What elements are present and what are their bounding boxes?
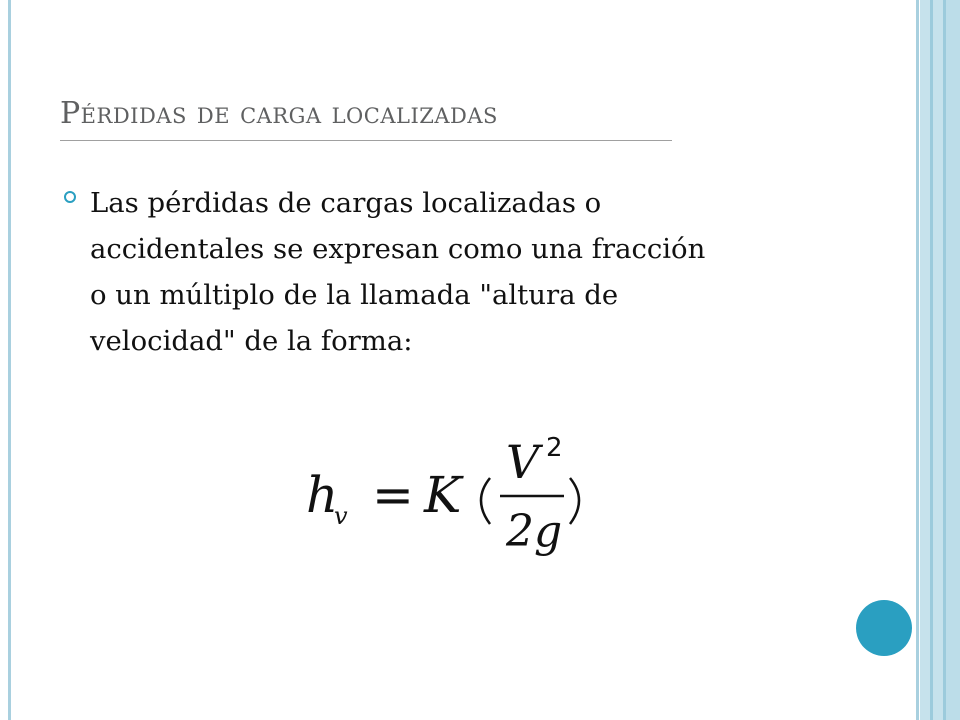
formula-lhs: h (306, 466, 339, 524)
slide-title: Pérdidas de carga localizadas (60, 96, 498, 131)
formula-numerator: V (506, 435, 540, 489)
title-underline (60, 140, 672, 141)
formula-coefficient: K (424, 466, 462, 524)
decorative-circle (856, 600, 912, 656)
decorative-stripe (920, 0, 930, 720)
formula-close-paren (570, 478, 579, 524)
formula (300, 420, 600, 570)
slide-frame-left (8, 0, 11, 720)
formula-open-paren (481, 478, 490, 524)
formula-equals: = (372, 466, 414, 524)
bullet-icon (63, 190, 77, 204)
decorative-stripe (933, 0, 943, 720)
formula-lhs-sub: v (334, 502, 348, 530)
formula-denominator: 2g (506, 506, 563, 557)
formula-numerator-exponent: 2 (546, 433, 563, 463)
bullet-text: Las pérdidas de cargas localizadas o accidentales se expresan como una fracción o un múltiplo de la llamada "altura de velocidad" de la forma: (90, 187, 706, 357)
slide-frame-right (916, 0, 919, 720)
decorative-stripe (946, 0, 960, 720)
